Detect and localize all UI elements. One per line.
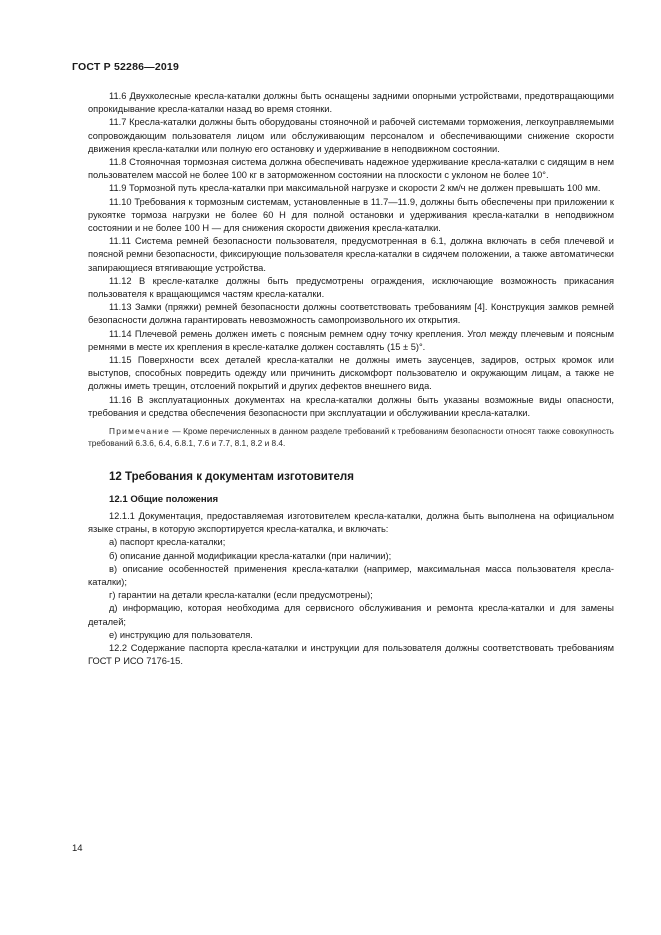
paragraph-11-7: 11.7 Кресла-каталки должны быть оборудованы стояночной и рабочей системами торможения, легкоуправляемыми сопровождающим пользователя лицом или обслуживающим персоналом и обеспечивающими снижение скорости движения кресла-каталки или полную его остановку и удерживание в неподвижном состоянии. [88, 117, 614, 154]
list-item-v: в) описание особенностей применения кресла-каталки (например, максимальная масса пользователя кресла-каталки); [88, 563, 614, 587]
subsection-title: 12.1 Общие положения [109, 493, 219, 505]
paragraph-11-9: 11.9 Тормозной путь кресла-каталки при максимальной нагрузке и скорости 2 км/ч не должен превышать 100 мм. [109, 183, 601, 194]
paragraph-11-14: 11.14 Плечевой ремень должен иметь с поясным ремнем одну точку крепления. Угол между плечевым и поясным ремнями в месте их крепления в кресле-каталке должен составлять (15 ± 5)°. [88, 328, 614, 352]
document-header: ГОСТ Р 52286—2019 [72, 61, 180, 73]
paragraph-11-15: 11.15 Поверхности всех деталей кресла-каталки не должны иметь заусенцев, задиров, острых кромок или выступов, способных повредить одежду или причинить дискомфорт пользователю и окружающим лицам, а также не должны иметь трещин, отслоений покрытий и других дефектов внешнего вида. [88, 355, 614, 392]
list-item-g: г) гарантии на детали кресла-каталки (если предусмотрены); [109, 590, 373, 601]
paragraph-11-8: 11.8 Стояночная тормозная система должна обеспечивать надежное удерживание кресла-каталки с сидящим в нем пользователем массой не более 100 кг в заторможенном состоянии на плоскости с уклоном не более 10°. [88, 157, 614, 181]
list-item-b: б) описание данной модификации кресла-каталки (при наличии); [109, 550, 392, 561]
note-label: Примечание [109, 426, 171, 437]
paragraph-12-1-1: 12.1.1 Документация, предоставляемая изготовителем кресла-каталки, должна быть выполнена на официальном языке страны, в которую экспортируется кресла-каталка, и включать: [88, 510, 614, 535]
note-text: — Кроме перечисленных в данном разделе требований к требованиям безопасности относят также совокупность требований 6.3.6, 6.4, 6.8.1, 7.6 и 7.7, 8.1, 8.2 и 8.4. [88, 426, 614, 449]
list-item-a: а) паспорт кресла-каталки; [109, 537, 226, 548]
list-item-e: е) инструкцию для пользователя. [109, 629, 253, 640]
section-title: 12 Требования к документам изготовителя [109, 470, 354, 483]
paragraph-11-16: 11.16 В эксплуатационных документах на кресла-каталки должны быть указаны возможные виды опасности, требования и средства обеспечения безопасности при эксплуатации и обслуживании кресла-каталки. [88, 394, 614, 418]
paragraph-11-12: 11.12 В кресле-каталке должны быть предусмотрены ограждения, исключающие возможность прикасания пользователя к вращающимся частям кресла-каталки. [88, 275, 614, 300]
paragraph-11-11: 11.11 Система ремней безопасности пользователя, предусмотренная в 6.1, должна включать в себя плечевой и поясной ремни безопасности, фиксирующие пользователя кресла-каталки в сидячем положении, а также автоматически запирающиеся втягивающие устройства. [88, 236, 614, 273]
paragraph-11-13: 11.13 Замки (пряжки) ремней безопасности должны соответствовать требованиям [4]. Конструкция замков ремней безопасности должна гарантировать невозможность самопроизвольного их открытия. [88, 302, 614, 326]
paragraph-12-2: 12.2 Содержание паспорта кресла-каталки и инструкции для пользователя должны соответствовать требованиям ГОСТ Р ИСО 7176-15. [88, 642, 614, 667]
list-item-d: д) информацию, которая необходима для сервисного обслуживания и ремонта кресла-каталки и для замены деталей; [88, 603, 614, 627]
paragraph-11-10: 11.10 Требования к тормозным системам, установленные в 11.7—11.9, должны быть обеспечены при приложении к рукоятке тормоза нагрузки не более 60 Н для полной остановки и удерживания кресла-каталки в неподвижном состоянии и не более 100 Н — для снижения скорости движения кресла-каталки. [88, 196, 614, 234]
page-body [88, 90, 614, 668]
paragraph-11-6: 11.6 Двухколесные кресла-каталки должны быть оснащены задними опорными устройствами, предотвращающими опрокидывание кресла-каталки назад во время стоянки. [88, 91, 614, 115]
page-number: 14 [72, 843, 83, 854]
note [88, 425, 614, 450]
